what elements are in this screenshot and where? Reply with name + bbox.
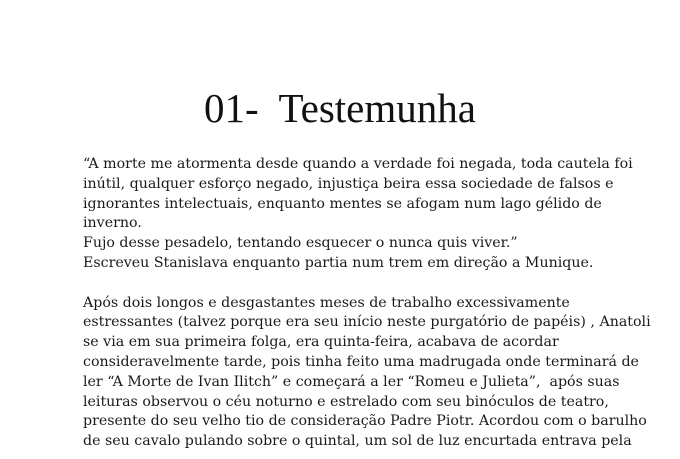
text-line: “A morte me atormenta desde quando a verdade foi negada, toda cautela foi (83, 156, 633, 172)
paragraph-letter (83, 155, 633, 274)
text-line: Escreveu Stanislava enquanto partia num trem em direção a Munique. (83, 254, 594, 271)
paragraph-spacer (83, 274, 603, 294)
text-line: consideravelmente tarde, pois tinha feito uma madrugada onde terminará de (83, 353, 639, 370)
text-line: ler “A Morte de Ivan Ilitch” e começará a ler “Romeu e Julieta”, após suas (83, 373, 620, 390)
text-line: inútil, qualquer esforço negado, injustiça beira essa sociedade de falsos e (83, 175, 614, 192)
text-line: de seu cavalo pulando sobre o quintal, um sol de luz encurtada entrava pela (83, 433, 632, 450)
body-text (83, 155, 651, 452)
paragraph-narrative (83, 294, 651, 452)
text-line: estressantes (talvez porque era seu início neste purgatório de papéis) , Anatoli (83, 314, 651, 331)
text-line: leituras observou o céu noturno e estrelado com seu binóculos de teatro, (83, 393, 609, 410)
text-line: se via em sua primeira folga, era quinta-feira, acabava de acordar (83, 334, 559, 351)
text-line: Após dois longos e desgastantes meses de trabalho excessivamente (83, 294, 570, 311)
text-line: ignorantes intelectuais, enquanto mentes se afogam num lago gélido de (83, 195, 602, 212)
text-line: Fujo desse pesadelo, tentando esquecer o nunca quis viver.” (83, 235, 518, 252)
text-line: inverno. (83, 215, 142, 232)
chapter-title: 01- Testemunha (204, 85, 476, 131)
text-line: presente do seu velho tio de consideração Padre Piotr. Acordou com o barulho (83, 413, 647, 430)
